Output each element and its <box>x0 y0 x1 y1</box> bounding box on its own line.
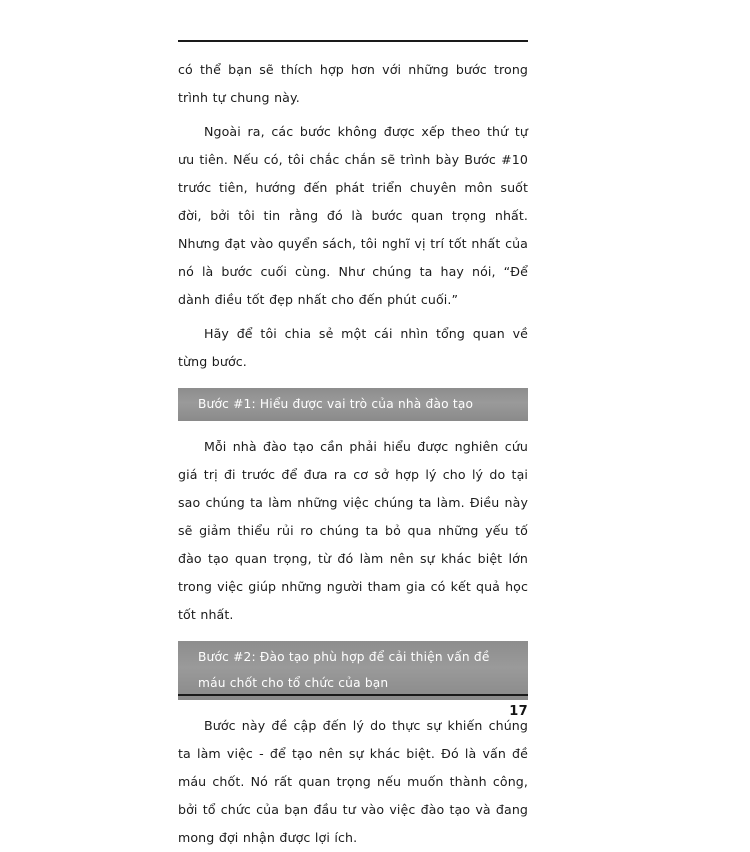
paragraph-step-1-body: Mỗi nhà đào tạo cần phải hiểu được nghiên cứu giá trị đi trước để đưa ra cơ sở hợp lý cho lý do tại sao chúng ta làm những việc chúng ta làm. Điều này sẽ giảm thiểu rủi ro chúng ta bỏ qua những yếu tố đào tạo quan trọng, từ đó làm nên sự khác biệt lớn trong việc giúp những người tham gia có kết quả học tốt nhất. <box>178 439 528 622</box>
paragraph-order-note: Ngoài ra, các bước không được xếp theo thứ tự ưu tiên. Nếu có, tôi chắc chắn sẽ trình bày Bước #10 trước tiên, hướng đến phát triển chuyên môn suốt đời, bởi tôi tin rằng đó là bước quan trọng nhất. Nhưng đạt vào quyển sách, tôi nghĩ vị trí tốt nhất của nó là bước cuối cùng. Như chúng ta hay nói, “Để dành điều tốt đẹp nhất cho đến phút cuối.” <box>178 124 528 307</box>
section-heading-step-2: Bước #2: Đào tạo phù hợp để cải thiện vấn đề máu chốt cho tổ chức của bạn <box>178 641 528 700</box>
footer-rule <box>178 694 528 696</box>
page-number: 17 <box>509 704 528 719</box>
paragraph-step-2-body: Bước này đề cập đến lý do thực sự khiến chúng ta làm việc - để tạo nên sự khác biệt. Đó là vấn đề máu chốt. Nó rất quan trọng nếu muốn thành công, bởi tổ chức của bạn đầu tư vào việc đào tạo và đang mong đợi nhận được lợi ích. <box>178 718 528 845</box>
paragraph-continued: có thể bạn sẽ thích hợp hơn với những bước trong trình tự chung này. <box>178 62 528 105</box>
page-content <box>178 40 528 852</box>
paragraph-overview-intro: Hãy để tôi chia sẻ một cái nhìn tổng quan về từng bước. <box>178 326 528 369</box>
page-footer <box>178 684 528 719</box>
section-heading-step-1: Bước #1: Hiểu được vai trò của nhà đào tạo <box>178 388 528 421</box>
header-rule <box>178 40 528 42</box>
